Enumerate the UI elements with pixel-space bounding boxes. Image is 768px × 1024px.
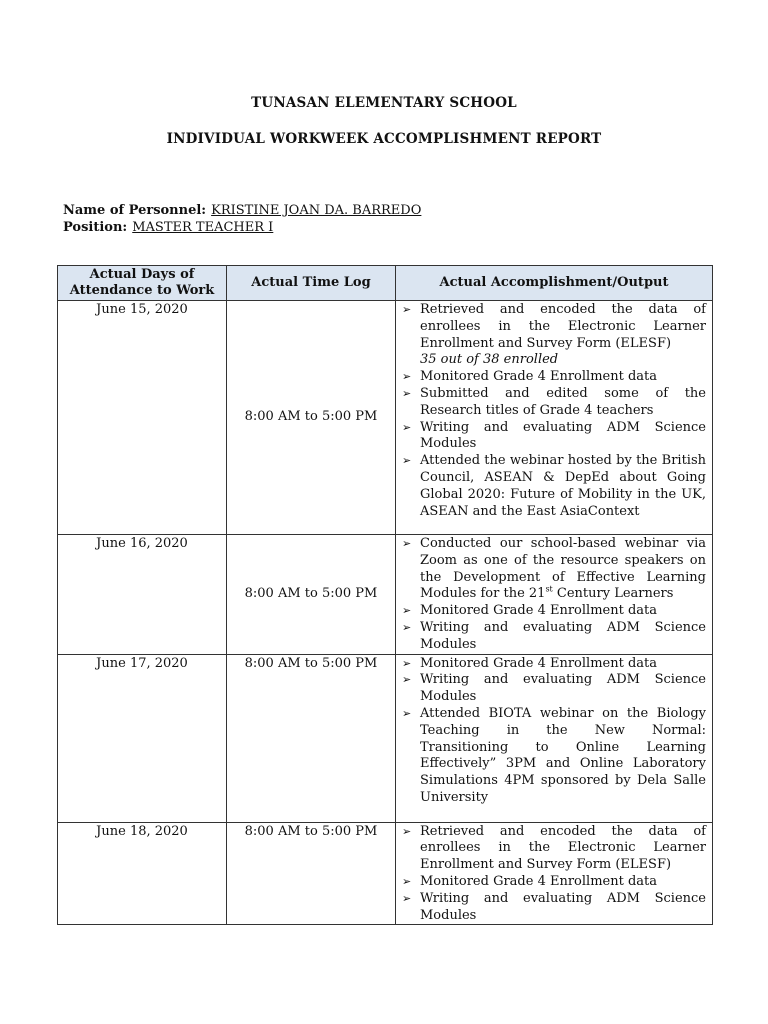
list-item: ➢ Attended the webinar hosted by the British Council, ASEAN & DepEd about Going Global 2020: Future of Mobility in the UK, ASEAN and the East AsiaContext bbox=[402, 453, 706, 519]
list-item: ➢ Monitored Grade 4 Enrollment data bbox=[402, 873, 657, 889]
accomplishment-cell bbox=[396, 535, 713, 655]
report-title: INDIVIDUAL WORKWEEK ACCOMPLISHMENT REPORT bbox=[166, 131, 602, 147]
position-label: Position: bbox=[63, 220, 128, 235]
position-line bbox=[63, 219, 273, 236]
date-cell: June 18, 2020 bbox=[58, 822, 227, 925]
list-item: ➢ Writing and evaluating ADM Science Modules bbox=[402, 672, 706, 705]
arrow-bullet-icon: ➢ bbox=[402, 706, 412, 720]
arrow-bullet-icon: ➢ bbox=[402, 303, 412, 316]
table-row bbox=[58, 301, 713, 535]
header-days: Actual Days of Attendance to Work bbox=[58, 266, 227, 301]
arrow-bullet-icon: ➢ bbox=[402, 386, 412, 400]
arrow-bullet-icon: ➢ bbox=[402, 420, 412, 434]
time-cell: 8:00 AM to 5:00 PM bbox=[227, 301, 396, 535]
accomplishment-cell bbox=[396, 654, 713, 822]
time-cell: 8:00 AM to 5:00 PM bbox=[227, 654, 396, 822]
header-accomplishment: Actual Accomplishment/Output bbox=[396, 266, 713, 301]
table-row bbox=[58, 535, 713, 655]
table-header-row bbox=[58, 266, 713, 301]
header-time-log: Actual Time Log bbox=[227, 266, 396, 301]
arrow-bullet-icon: ➢ bbox=[402, 891, 412, 905]
list-item: ➢ Monitored Grade 4 Enrollment data bbox=[402, 655, 657, 671]
table-row bbox=[58, 654, 713, 822]
personnel-name-line bbox=[63, 202, 421, 219]
position-value: MASTER TEACHER I bbox=[132, 220, 274, 235]
arrow-bullet-icon: ➢ bbox=[402, 454, 412, 468]
arrow-bullet-icon: ➢ bbox=[402, 370, 412, 384]
list-item: ➢ Submitted and edited some of the Research titles of Grade 4 teachers bbox=[402, 385, 706, 418]
list-item: ➢ Attended BIOTA webinar on the Biology Teaching in the New Normal: Transitioning to Online Learning Effectively” 3PM and Online Laboratory Simulations 4PM sponsored by Dela Salle University bbox=[402, 705, 706, 805]
accomplishment-table bbox=[57, 265, 713, 925]
list-item: ➢ Monitored Grade 4 Enrollment data bbox=[402, 369, 657, 385]
list-item: ➢ Writing and evaluating ADM Science Modules bbox=[402, 419, 706, 452]
arrow-bullet-icon: ➢ bbox=[402, 537, 412, 550]
list-item: ➢ Writing and evaluating ADM Science Modules bbox=[402, 890, 706, 923]
personnel-name: KRISTINE JOAN DA. BARREDO bbox=[211, 203, 422, 218]
name-label: Name of Personnel: bbox=[63, 203, 207, 218]
arrow-bullet-icon: ➢ bbox=[402, 620, 412, 634]
time-cell: 8:00 AM to 5:00 PM bbox=[227, 535, 396, 655]
enrollment-note: 35 out of 38 enrolled bbox=[420, 352, 559, 368]
list-item: ➢ Monitored Grade 4 Enrollment data bbox=[402, 603, 657, 619]
arrow-bullet-icon: ➢ bbox=[402, 673, 412, 687]
accomplishment-cell bbox=[396, 301, 713, 535]
date-cell: June 17, 2020 bbox=[58, 654, 227, 822]
arrow-bullet-icon: ➢ bbox=[402, 604, 412, 618]
arrow-bullet-icon: ➢ bbox=[402, 824, 412, 838]
arrow-bullet-icon: ➢ bbox=[402, 874, 412, 888]
list-item: ➢ Retrieved and encoded the data of enrollees in the Electronic Learner Enrollment and Survey Form (ELESF) 35 out of 38 enrolled bbox=[402, 302, 706, 368]
list-item: ➢ Conducted our school-based webinar via Zoom as one of the resource speakers on the Development of Effective Learning Modules for the 21st Century Learners bbox=[402, 536, 706, 602]
date-cell: June 16, 2020 bbox=[58, 535, 227, 655]
table-row bbox=[58, 822, 713, 925]
school-name: TUNASAN ELEMENTARY SCHOOL bbox=[251, 95, 517, 111]
list-item: ➢ Writing and evaluating ADM Science Modules bbox=[402, 619, 706, 652]
time-cell: 8:00 AM to 5:00 PM bbox=[227, 822, 396, 925]
date-cell: June 15, 2020 bbox=[58, 301, 227, 535]
accomplishment-cell bbox=[396, 822, 713, 925]
list-item: ➢ Retrieved and encoded the data of enrollees in the Electronic Learner Enrollment and Survey Form (ELESF) bbox=[402, 823, 706, 873]
arrow-bullet-icon: ➢ bbox=[402, 656, 412, 670]
